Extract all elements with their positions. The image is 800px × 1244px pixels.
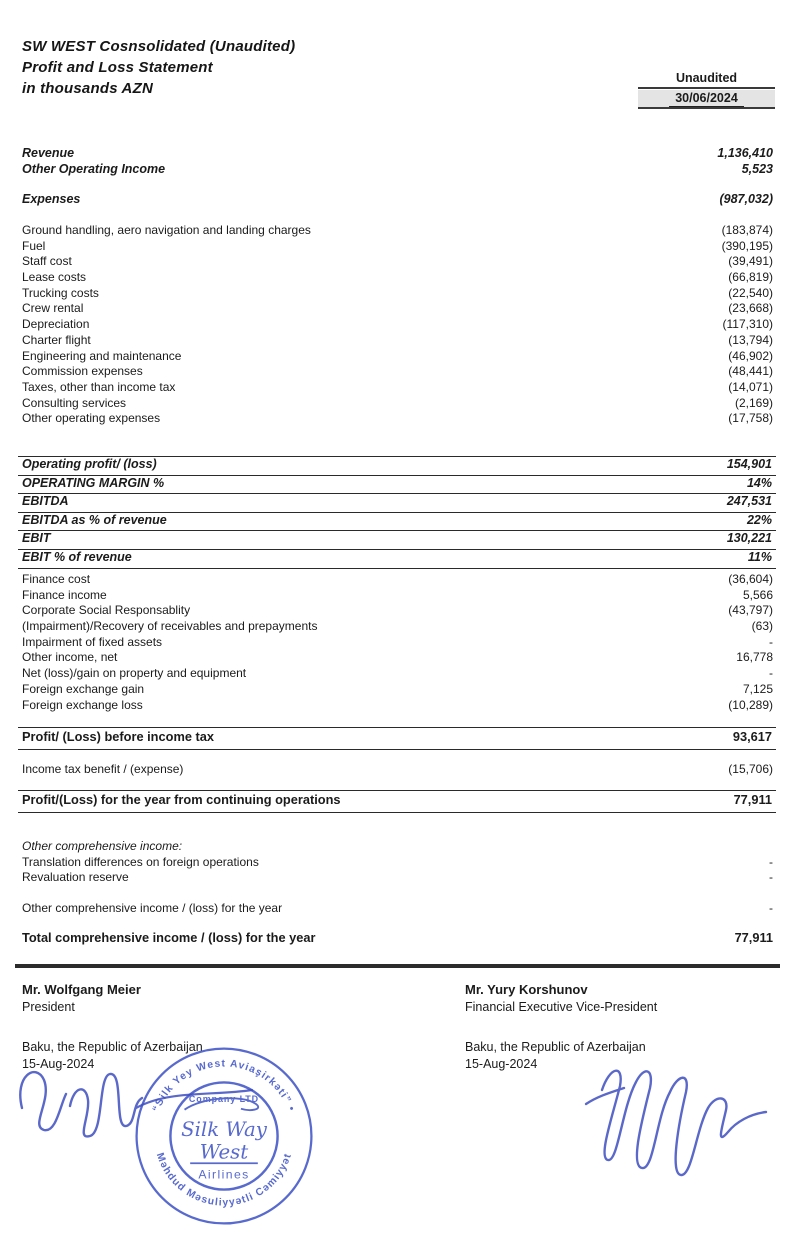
statement-row: Engineering and maintenance (46,902) xyxy=(22,348,773,363)
title-line-company: SW WEST Cosnsolidated (Unaudited) xyxy=(22,38,296,55)
stamp-west: West xyxy=(199,1140,249,1164)
expenses-header xyxy=(22,192,775,208)
signatory-title: Financial Executive Vice-President xyxy=(465,1000,658,1014)
key-metrics-table xyxy=(18,456,776,569)
statement-row: Corporate Social Responsablity (43,797) xyxy=(22,603,773,618)
statement-row: Crew rental (23,668) xyxy=(22,301,773,316)
profit-before-tax-row: Profit/ (Loss) before income tax 93,617 xyxy=(18,727,776,750)
metric-row-ebitda: EBITDA 247,531 xyxy=(18,494,776,513)
statement-row: Other income, net 16,778 xyxy=(22,650,773,665)
column-header-date: 30/06/2024 xyxy=(669,91,744,107)
total-comprehensive-row: Total comprehensive income / (loss) for the year 77,911 xyxy=(22,930,773,945)
oci-subtotal-row: Other comprehensive income / (loss) for the year - xyxy=(22,901,773,915)
statement-row: Staff cost (39,491) xyxy=(22,254,773,269)
signatory-name: Mr. Yury Korshunov xyxy=(465,982,588,997)
signatory-location: Baku, the Republic of Azerbaijan xyxy=(465,1040,646,1054)
stamp-silk-way: Silk Way xyxy=(181,1118,267,1141)
column-header-label: Unaudited xyxy=(638,71,775,89)
statement-row: Revenue 1,136,410 xyxy=(22,146,773,160)
statement-row: Consulting services (2,169) xyxy=(22,395,773,410)
statement-row: (Impairment)/Recovery of receivables and prepayments (63) xyxy=(22,619,773,634)
stamp-ring-text-bottom: Məhdud Məsuliyyətli Cəmiyyət xyxy=(153,1151,295,1209)
metric-row-ebit: EBIT 130,221 xyxy=(18,531,776,550)
signature-ink-right xyxy=(578,1048,778,1188)
statement-row: Taxes, other than income tax (14,071) xyxy=(22,379,773,394)
statement-row: Trucking costs (22,540) xyxy=(22,285,773,300)
stamp-airlines: Airlines xyxy=(198,1167,250,1182)
metric-row-operating-profit: Operating profit/ (loss) 154,901 xyxy=(18,457,776,476)
statement-row: Expenses (987,032) xyxy=(22,192,773,206)
statement-row: Lease costs (66,819) xyxy=(22,270,773,285)
statement-row: Fuel (390,195) xyxy=(22,238,773,253)
income-tax-row: Income tax benefit / (expense) (15,706) xyxy=(22,762,773,776)
finance-list xyxy=(22,572,775,713)
signature-ink-left xyxy=(12,1048,262,1148)
statement-row: Ground handling, aero navigation and landing charges (183,874) xyxy=(22,223,773,237)
statement-row: Foreign exchange gain 7,125 xyxy=(22,681,773,696)
signatory-date: 15-Aug-2024 xyxy=(22,1057,95,1071)
signatory-name: Mr. Wolfgang Meier xyxy=(22,982,141,997)
statement-row: Translation differences on foreign operations - xyxy=(22,854,773,869)
statement-row: Revaluation reserve - xyxy=(22,870,773,885)
signatory-title: President xyxy=(22,1000,75,1014)
statement-row: Impairment of fixed assets - xyxy=(22,634,773,649)
stamp-company-ltd: Company LTD xyxy=(188,1094,260,1105)
statement-row: Depreciation (117,310) xyxy=(22,317,773,332)
stamp-ring-text-top: “Silk Yey West Aviaşirkəti” • xyxy=(151,1058,297,1114)
statement-row: Finance income 5,566 xyxy=(22,587,773,602)
title-line-statement: Profit and Loss Statement xyxy=(22,59,213,76)
expense-list xyxy=(22,223,775,427)
statement-row: Other operating expenses (17,758) xyxy=(22,411,773,426)
statement-row: Commission expenses (48,441) xyxy=(22,364,773,379)
profit-for-year-row: Profit/(Loss) for the year from continuing operations 77,911 xyxy=(18,790,776,813)
title-line-units: in thousands AZN xyxy=(22,80,153,97)
metric-row-ebit-pct: EBIT % of revenue 11% xyxy=(18,550,776,569)
income-section xyxy=(22,146,775,177)
statement-row: Charter flight (13,794) xyxy=(22,332,773,347)
document-title xyxy=(22,36,295,99)
column-header xyxy=(638,71,775,109)
metric-row-operating-margin: OPERATING MARGIN % 14% xyxy=(18,476,776,495)
statement-row: Other Operating Income 5,523 xyxy=(22,161,773,176)
statement-row: Net (loss)/gain on property and equipment - xyxy=(22,666,773,681)
signatory-date: 15-Aug-2024 xyxy=(465,1057,538,1071)
statement-row: Foreign exchange loss (10,289) xyxy=(22,697,773,712)
metric-row-ebitda-pct: EBITDA as % of revenue 22% xyxy=(18,513,776,532)
column-header-date-box xyxy=(638,90,775,109)
statement-row: Finance cost (36,604) xyxy=(22,572,773,586)
bottom-divider xyxy=(15,964,780,968)
oci-section xyxy=(22,839,775,886)
signatory-location: Baku, the Republic of Azerbaijan xyxy=(22,1040,203,1054)
oci-header: Other comprehensive income: xyxy=(22,839,183,853)
